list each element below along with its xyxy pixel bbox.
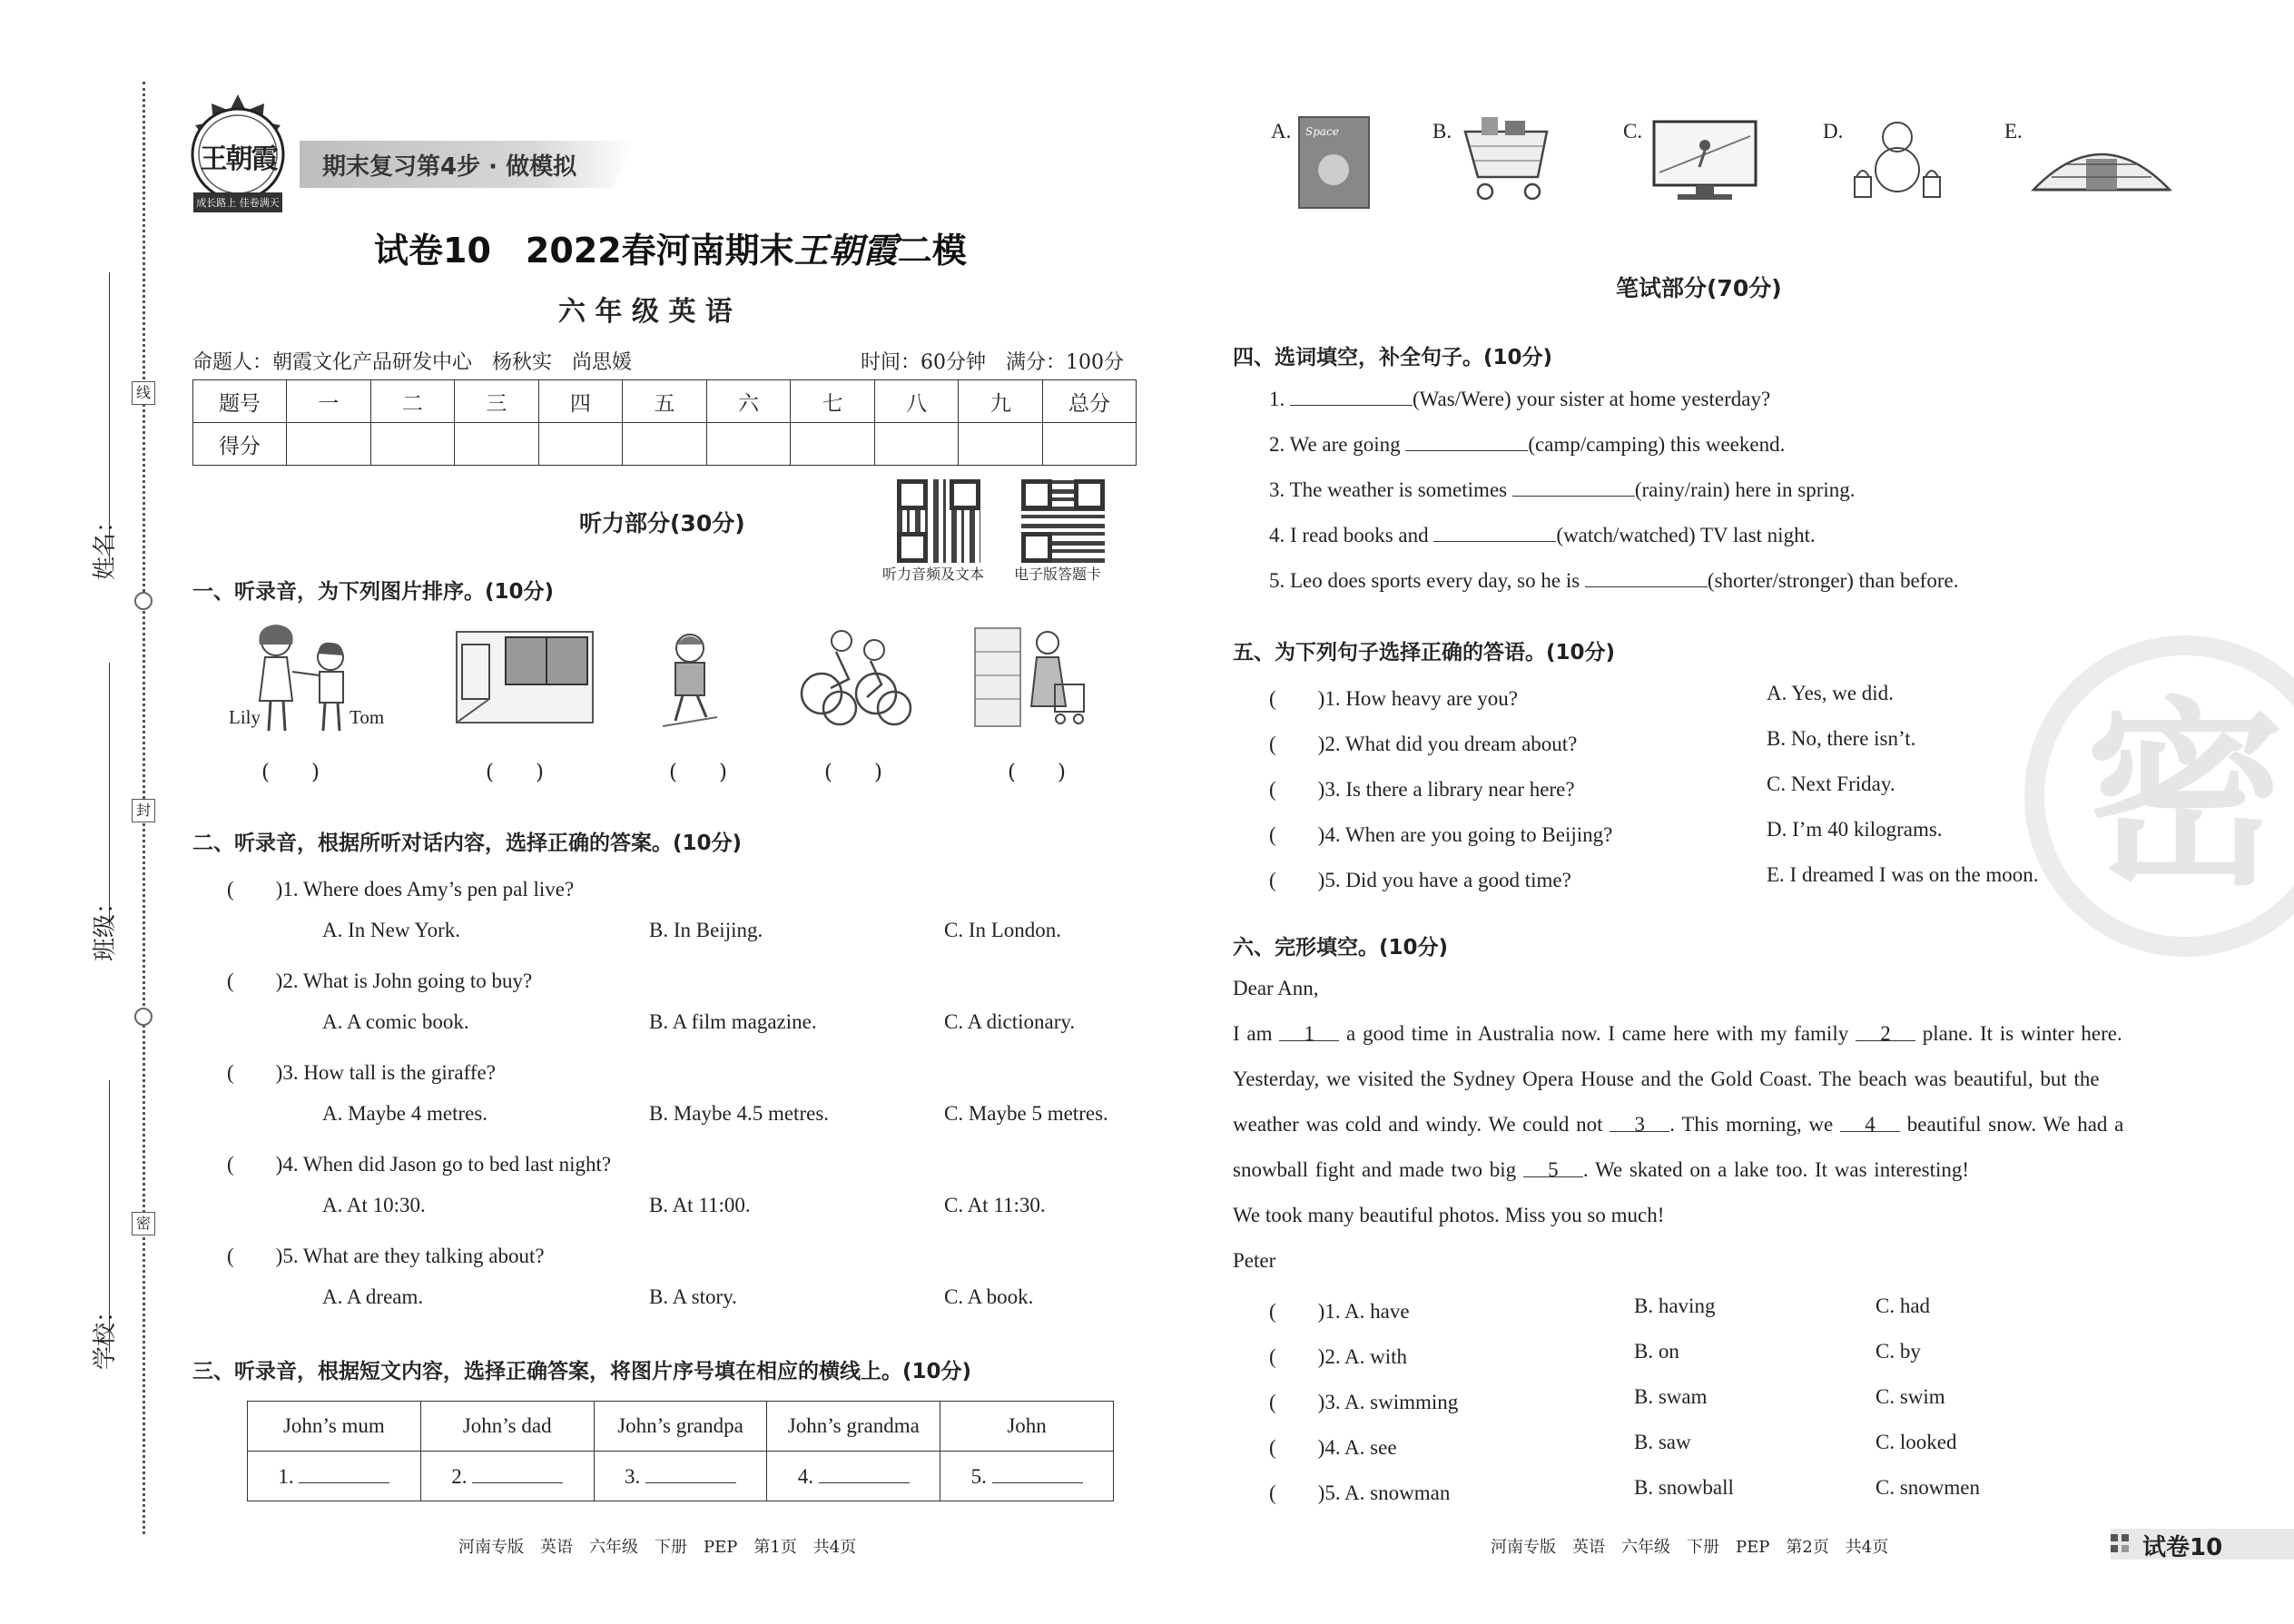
section-1-title: 一、听录音，为下列图片排序。(10分) [192,580,555,604]
score-row-label: 得分 [193,423,287,466]
qr2-caption: 电子版答题卡 [1014,566,1102,583]
s4-item-suffix: (camp/camping) this weekend. [1528,433,1786,456]
picture-tv-skiing [1650,118,1759,204]
family-answer-number: 2. [451,1464,468,1488]
family-header-cell: John’s grandma [767,1402,940,1452]
pic-label-b: B. [1433,120,1452,143]
s2-option-a[interactable]: A. Maybe 4 metres. [322,1102,488,1125]
score-input[interactable] [623,423,707,466]
s1-answer-paren[interactable]: ( ) [669,761,727,784]
pic-label-d: D. [1823,120,1844,143]
s2-option-c[interactable]: C. Maybe 5 metres. [944,1102,1108,1125]
qr-code-answer-card-icon[interactable] [1021,479,1105,563]
family-answer-cell[interactable] [594,1452,767,1501]
cloze-blank-2[interactable] [1856,1022,1915,1045]
qr-code-audio-icon[interactable] [897,479,980,563]
score-table-header-row [193,380,1137,423]
s2-option-c[interactable]: C. At 11:30. [944,1194,1046,1216]
binding-margin [54,73,154,1543]
score-header-cell: 四 [538,380,623,423]
score-input[interactable] [455,423,539,466]
authors: 命题人：朝霞文化产品研发中心 杨秋实 尚思媛 [192,351,633,374]
s4-item-suffix: (Was/Were) your sister at home yesterday? [1413,388,1771,410]
cut-mark-3: 密 [132,1212,155,1235]
logo-text: 王朝霞 [200,143,277,175]
section-6-title: 六、完形填空。(10分) [1233,936,1449,960]
cloze-number: 3 [1634,1113,1646,1136]
s5-question: ( )4. When are you going to Beijing? [1269,823,1613,846]
s2-option-b[interactable]: B. Maybe 4.5 metres. [649,1102,830,1125]
s6-option-c[interactable]: C. swim [1876,1385,1945,1408]
cloze-blank-1[interactable] [1279,1022,1339,1045]
logo-motto: 成长路上 佳卷满天 [196,197,280,209]
family-answer-blank[interactable] [472,1464,563,1483]
score-header-cell: 六 [706,380,791,423]
family-answer-cell[interactable] [420,1452,594,1501]
s2-option-b[interactable]: B. At 11:00. [649,1194,751,1216]
cloze-number: 5 [1548,1158,1559,1181]
family-answer-table [247,1401,1114,1501]
picture-space-book [1298,116,1370,209]
family-answer-number: 3. [624,1464,641,1488]
letter-line-5: We took many beautiful photos. Miss you so much! [1233,1204,1665,1226]
score-header-cell: 五 [623,380,707,423]
family-answer-cell[interactable] [940,1452,1114,1501]
s6-question: ( )4. A. see [1269,1436,1397,1459]
s4-item-suffix: (rainy/rain) here in spring. [1634,478,1856,501]
confidential-stamp-text: 密 [2084,680,2285,912]
letter-text: . We skated on a lake too. It was interesting! [1582,1158,1970,1181]
s2-option-b[interactable]: B. A story. [649,1285,737,1308]
picture-building [2024,123,2179,195]
s4-item-prefix: 3. The weather is sometimes [1269,478,1512,501]
family-answer-blank[interactable] [299,1464,389,1483]
s6-option-c[interactable]: C. looked [1876,1431,1957,1453]
picture-room [449,626,599,728]
s2-question: ( )4. When did Jason go to bed last night? [227,1153,612,1176]
s6-question: ( )5. A. snowman [1269,1481,1451,1504]
section-2-title: 二、听录音，根据所听对话内容，选择正确的答案。(10分) [192,832,743,855]
s2-option-a[interactable]: A. In New York. [322,919,461,941]
family-answer-blank[interactable] [819,1464,910,1483]
letter-greeting: Dear Ann, [1233,977,1319,999]
s2-option-c[interactable]: C. In London. [944,919,1062,941]
s1-answer-paren[interactable]: ( ) [1008,761,1066,784]
s6-option-b[interactable]: B. saw [1634,1431,1691,1453]
s6-option-c[interactable]: C. had [1876,1294,1931,1317]
s5-answer: B. No, there isn’t. [1767,727,1916,750]
s5-answer: C. Next Friday. [1767,773,1895,795]
section-5-title: 五、为下列句子选择正确的答语。(10分) [1233,641,1616,664]
letter-signature: Peter [1233,1249,1276,1272]
s4-item [1269,387,1770,411]
score-input[interactable] [1043,423,1137,466]
s2-option-c[interactable]: C. A dictionary. [944,1010,1076,1033]
s5-question: ( )5. Did you have a good time? [1269,869,1571,891]
s2-option-b[interactable]: B. In Beijing. [649,919,763,941]
family-answer-cell[interactable] [767,1452,940,1501]
family-answer-blank[interactable] [645,1464,736,1483]
s6-option-b[interactable]: B. on [1634,1340,1679,1363]
s4-item-suffix: (shorter/stronger) than before. [1707,569,1959,592]
paper-number: 试卷10 [374,231,491,271]
score-table-score-row [193,423,1137,466]
s4-item [1269,523,1816,547]
planet-icon [1318,154,1349,185]
s6-question: ( )3. A. swimming [1269,1391,1459,1413]
score-header-cell: 题号 [193,380,287,423]
letter-text: . This morning, we [1669,1113,1840,1136]
s2-option-a[interactable]: A. A comic book. [322,1010,469,1033]
pic-label-e: E. [2004,120,2023,143]
cloze-blank-3[interactable] [1610,1113,1669,1136]
s4-blank[interactable] [1585,568,1708,587]
picture-skating-boy [654,626,726,731]
s6-option-b[interactable]: B. snowball [1634,1476,1734,1499]
student-name-label: 姓名： [92,509,119,581]
s4-blank[interactable] [1433,523,1556,542]
s4-blank[interactable] [1405,432,1528,451]
score-header-cell: 九 [959,380,1043,423]
s2-option-a[interactable]: A. At 10:30. [322,1194,426,1216]
s1-answer-paren[interactable]: ( ) [486,761,544,784]
s1-answer-paren[interactable]: ( ) [824,761,882,784]
family-answer-number: 1. [278,1464,294,1488]
s2-question: ( )5. What are they talking about? [227,1245,545,1267]
cloze-number: 1 [1304,1022,1315,1045]
picture-lily-and-tom [247,617,360,735]
family-answer-number: 5. [970,1464,987,1488]
score-input[interactable] [287,423,371,466]
letter-text: I am [1233,1022,1280,1045]
s2-option-b[interactable]: B. A film magazine. [649,1010,817,1033]
s4-blank[interactable] [1512,477,1635,497]
s4-item-suffix: (watch/watched) TV last night. [1556,524,1816,546]
cloze-number: 2 [1880,1022,1891,1045]
s4-item [1269,432,1785,457]
family-answer-cell[interactable] [248,1452,421,1501]
score-table [192,379,1137,466]
s5-question: ( )3. Is there a library near here? [1269,778,1575,801]
family-answer-number: 4. [797,1464,814,1488]
score-input[interactable] [791,423,875,466]
written-part-title: 笔试部分(70分) [1616,275,1782,301]
family-header-cell: John’s mum [248,1402,421,1452]
s4-item [1269,568,1958,593]
score-header-cell: 总分 [1043,380,1137,423]
ring-icon [134,1008,153,1026]
picture-snowman-plants [1847,113,1947,204]
family-header-cell: John’s dad [420,1402,594,1452]
score-header-cell: 一 [287,380,371,423]
listening-part-title: 听力部分(30分) [579,510,745,536]
paper-tag-squares-icon [2111,1534,2136,1556]
paper-title-main: 2022春河南期末 [525,231,794,271]
tom-label: Tom [350,706,385,728]
section-3-title: 三、听录音，根据短文内容，选择正确答案，将图片序号填在相应的横线上。(10分) [192,1360,972,1383]
score-input[interactable] [874,423,959,466]
pic-label-a: A. [1271,120,1292,143]
s4-item-prefix: 1. [1269,388,1290,410]
class-label: 班级： [92,891,119,962]
cloze-number: 4 [1865,1113,1876,1136]
subject-subtitle: 六 年 级 英 语 [558,296,733,328]
letter-line-2: Yesterday, we visited the Sydney Opera House and the Gold Coast. The beach was beautiful, but the [1233,1068,2100,1090]
picture-shopping-cart [1460,113,1560,204]
cloze-blank-4[interactable] [1840,1113,1900,1136]
letter-text: snowball fight and made two big [1233,1158,1523,1181]
s2-question: ( )2. What is John going to buy? [227,969,533,992]
cut-mark-2: 封 [132,799,155,822]
s6-question: ( )2. A. with [1269,1345,1408,1368]
s4-item-prefix: 2. We are going [1269,433,1406,456]
score-header-cell: 七 [791,380,875,423]
paper-title-suffix: 二模 [897,231,967,271]
s6-question: ( )1. A. have [1269,1300,1410,1323]
family-header-cell: John [940,1402,1114,1452]
s5-answer: A. Yes, we did. [1767,682,1894,704]
score-input[interactable] [706,423,791,466]
s5-answer: D. I’m 40 kilograms. [1767,818,1943,841]
score-header-cell: 八 [874,380,959,423]
s4-item [1269,477,1856,502]
section-4-title: 四、选词填空，补全句子。(10分) [1233,346,1553,369]
s2-question: ( )3. How tall is the giraffe? [227,1061,496,1084]
picture-cycling-kids [794,625,917,729]
ring-icon [134,592,153,610]
picture-shopping-woman [971,625,1089,732]
paper-tag: 试卷10 [2142,1534,2223,1561]
s2-option-a[interactable]: A. A dream. [322,1285,424,1308]
letter-text: beautiful snow. We had a [1900,1113,2124,1136]
score-input[interactable] [959,423,1043,466]
pic-label-c: C. [1623,120,1643,143]
score-input[interactable] [370,423,455,466]
brand-logo [177,91,300,222]
cloze-blank-5[interactable] [1523,1158,1583,1181]
s2-question: ( )1. Where does Amy’s pen pal live? [227,878,575,901]
s2-option-c[interactable]: C. A book. [944,1285,1034,1308]
chapter-banner-text: 期末复习第4步 · 做模拟 [322,153,577,181]
s4-item-prefix: 5. Leo does sports every day, so he is [1269,569,1585,592]
school-label: 学校： [92,1299,119,1371]
score-input[interactable] [538,423,623,466]
footer-left: 河南专版 英语 六年级 下册 PEP 第1页 共4页 [458,1538,857,1557]
s5-question: ( )2. What did you dream about? [1269,733,1578,755]
score-header-cell: 三 [455,380,539,423]
s6-option-c[interactable]: C. by [1876,1340,1921,1363]
letter-line-3 [1233,1113,2123,1137]
s6-option-b[interactable]: B. having [1634,1294,1716,1317]
s5-question: ( )1. How heavy are you? [1269,687,1518,710]
family-answer-row [248,1452,1114,1501]
letter-text: a good time in Australia now. I came here with my family [1339,1022,1856,1045]
letter-line-1 [1233,1022,2122,1046]
family-answer-blank[interactable] [992,1464,1083,1483]
qr1-caption: 听力音频及文本 [882,566,985,583]
family-header-cell: John’s grandpa [594,1402,767,1452]
letter-text: weather was cold and windy. We could not [1233,1113,1610,1136]
cut-mark-1: 线 [132,381,155,405]
score-header-cell: 二 [370,380,455,423]
confidential-stamp [2024,635,2294,957]
s6-option-b[interactable]: B. swam [1634,1385,1708,1408]
time-and-score: 时间：60分钟 满分：100分 [861,351,1124,374]
s5-answer: E. I dreamed I was on the moon. [1767,863,2039,886]
family-header-row [248,1402,1114,1452]
s6-option-c[interactable]: C. snowmen [1876,1476,1980,1499]
lily-label: Lily [229,706,261,728]
letter-line-4 [1233,1158,1969,1182]
s1-answer-paren[interactable]: ( ) [261,761,320,784]
s4-blank[interactable] [1290,387,1413,406]
letter-text: plane. It is winter here. [1915,1022,2122,1045]
s4-item-prefix: 4. I read books and [1269,524,1434,546]
space-book-title: Space [1305,125,1339,138]
paper-title-brand: 王朝霞 [793,230,898,271]
paper-title [374,222,967,272]
footer-right: 河南专版 英语 六年级 下册 PEP 第2页 共4页 [1491,1538,1889,1557]
